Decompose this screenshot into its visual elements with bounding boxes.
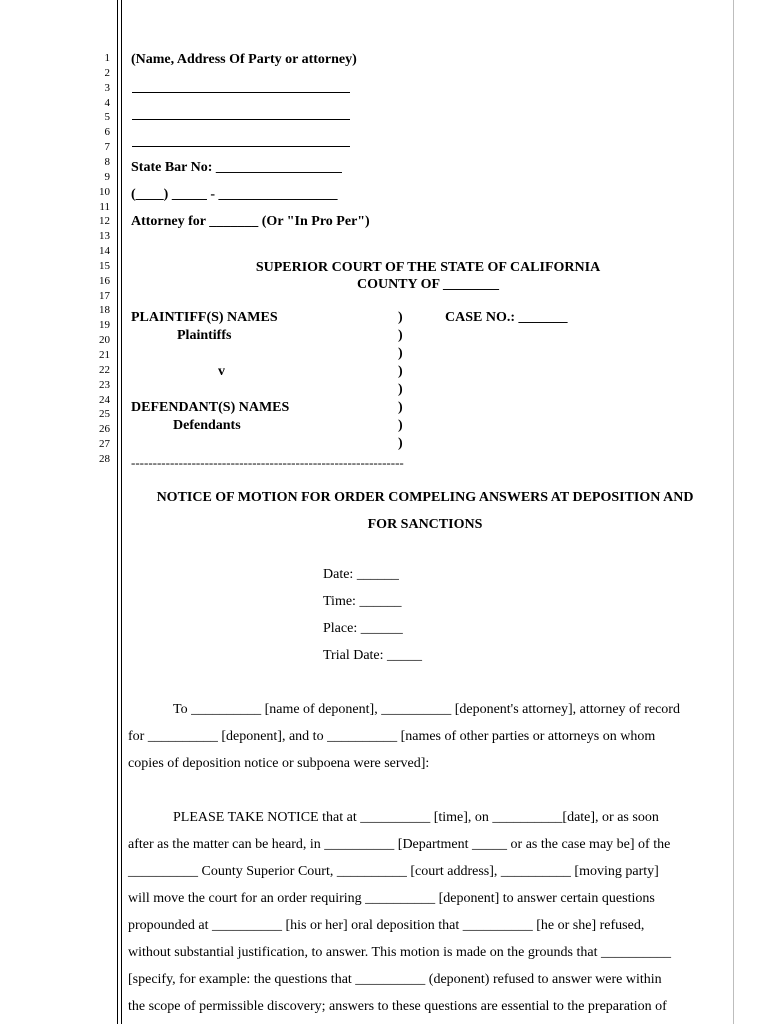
- plaintiffs-label: Plaintiffs: [177, 328, 232, 343]
- caption-paren: ): [398, 436, 403, 451]
- right-margin-rule: [733, 0, 734, 1024]
- line-number: 9: [104, 170, 110, 183]
- line-number: 8: [104, 155, 110, 168]
- paragraph-2-line: without substantial justification, to answer. This motion is made on the grounds that __________: [128, 945, 671, 960]
- line-number: 26: [99, 423, 110, 436]
- line-number: 1: [104, 52, 110, 64]
- caption-paren: ): [398, 382, 403, 397]
- case-number: CASE NO.: _______: [445, 310, 568, 325]
- address-blank-3: [132, 146, 350, 147]
- paragraph-1-line: for __________ [deponent], and to __________ [names of other parties or attorneys on whom: [128, 729, 656, 744]
- left-margin-rule-inner: [121, 0, 122, 1024]
- line-number: 7: [104, 141, 110, 154]
- hearing-date: Date: ______: [323, 567, 399, 582]
- line-number: 13: [99, 230, 110, 243]
- line-number: 5: [104, 111, 110, 124]
- defendants-label: Defendants: [173, 418, 241, 433]
- line-number: 4: [104, 96, 110, 109]
- paragraph-2-line: the scope of permissible discovery; answers to these questions are essential to the preparation of: [128, 999, 667, 1014]
- versus-label: v: [218, 364, 225, 379]
- defendants-names: DEFENDANT(S) NAMES: [131, 400, 290, 415]
- line-number: 19: [99, 319, 110, 332]
- line-number: 6: [104, 126, 110, 139]
- attorney-for: Attorney for _______ (Or "In Pro Per"): [131, 214, 370, 229]
- trial-date: Trial Date: _____: [323, 648, 423, 663]
- line-number: 20: [99, 334, 110, 347]
- line-number: 10: [99, 185, 110, 198]
- left-margin-rule-outer: [117, 0, 118, 1024]
- line-number: 28: [99, 452, 110, 465]
- line-number: 15: [99, 259, 110, 272]
- caption-paren: ): [398, 328, 403, 343]
- plaintiffs-names: PLAINTIFF(S) NAMES: [131, 310, 278, 325]
- caption-separator: ---------------------------------------------------------------: [131, 455, 404, 470]
- line-number: 2: [104, 66, 110, 79]
- paragraph-2-line: will move the court for an order requiring __________ [deponent] to answer certain questions: [128, 891, 655, 906]
- line-number: 24: [99, 393, 110, 406]
- document-title-line-2: FOR SANCTIONS: [367, 517, 483, 532]
- document-title-line-1: NOTICE OF MOTION FOR ORDER COMPELING ANSWERS AT DEPOSITION AND: [156, 490, 694, 505]
- line-number: 12: [99, 215, 110, 228]
- court-county: COUNTY OF ________: [356, 277, 500, 292]
- hearing-time: Time: ______: [323, 594, 402, 609]
- line-number: 14: [99, 245, 110, 258]
- phone-number: (____) _____ - _________________: [131, 187, 338, 202]
- line-number: 18: [99, 304, 110, 317]
- party-name-label: (Name, Address Of Party or attorney): [131, 52, 357, 67]
- paragraph-1-line: To __________ [name of deponent], __________ [deponent's attorney], attorney of record: [173, 702, 680, 717]
- line-number: 22: [99, 363, 110, 376]
- line-number: 25: [99, 408, 110, 421]
- line-number: 16: [99, 274, 110, 287]
- line-number: 11: [99, 200, 110, 213]
- line-number: 17: [99, 289, 110, 302]
- paragraph-2-line: __________ County Superior Court, __________ [court address], __________ [moving party]: [128, 864, 659, 879]
- line-number: 23: [99, 378, 110, 391]
- caption-paren: ): [398, 400, 403, 415]
- line-number: 27: [99, 438, 110, 451]
- caption-paren: ): [398, 310, 403, 325]
- hearing-place: Place: ______: [323, 621, 403, 636]
- address-blank-2: [132, 119, 350, 120]
- paragraph-2-line: [specify, for example: the questions that __________ (deponent) refused to answer were within: [128, 972, 662, 987]
- caption-paren: ): [398, 364, 403, 379]
- caption-paren: ): [398, 346, 403, 361]
- paragraph-2-line: propounded at __________ [his or her] oral deposition that __________ [he or she] refused,: [128, 918, 645, 933]
- address-blank-1: [132, 92, 350, 93]
- line-number: 21: [99, 349, 110, 361]
- paragraph-1-line: copies of deposition notice or subpoena were served]:: [128, 756, 430, 771]
- paragraph-2-line: after as the matter can be heard, in __________ [Department _____ or as the case may be] of the: [128, 837, 671, 852]
- paragraph-2-line: PLEASE TAKE NOTICE that at __________ [time], on __________[date], or as soon: [173, 810, 659, 825]
- caption-paren: ): [398, 418, 403, 433]
- court-name: SUPERIOR COURT OF THE STATE OF CALIFORNIA: [255, 260, 601, 275]
- state-bar-number: State Bar No: __________________: [131, 160, 342, 175]
- line-number: 3: [104, 81, 110, 94]
